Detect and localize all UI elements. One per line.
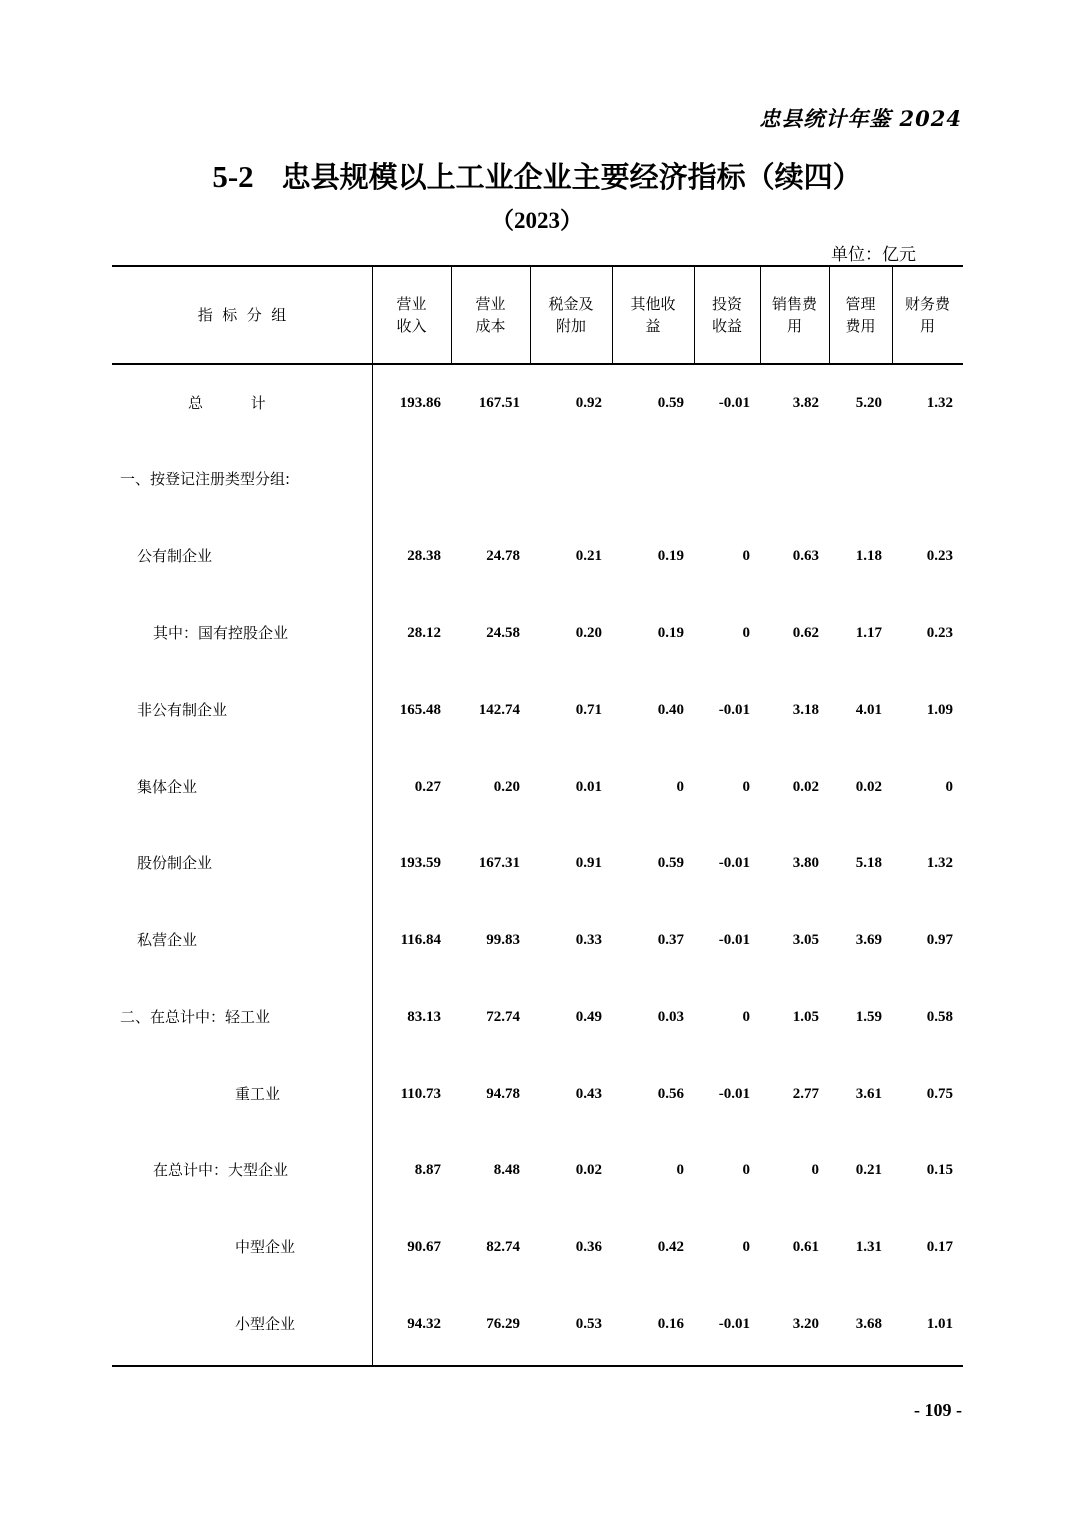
table-header	[112, 267, 963, 365]
table-row	[112, 695, 963, 725]
column-header-line: 附加	[555, 317, 586, 335]
table-cell: 0	[742, 548, 750, 564]
table-cell: 0.97	[926, 932, 953, 948]
table-cell: 165.48	[399, 702, 441, 718]
column-header-line: 税金及	[548, 295, 594, 313]
column-header-line: 其他收	[630, 295, 676, 313]
table-cell: 3.05	[792, 932, 819, 948]
table-row	[112, 618, 963, 648]
table-cell: 110.73	[400, 1086, 441, 1102]
table-cell: 0.53	[575, 1316, 602, 1332]
column-header-line: 营业	[396, 295, 427, 313]
table-cell: 0	[742, 1162, 750, 1178]
running-head: 忠县统计年鉴 2024	[759, 106, 962, 131]
table-cell: 1.05	[792, 1009, 819, 1025]
table-cell: 94.78	[486, 1086, 520, 1102]
table-row	[112, 541, 963, 571]
table-cell: 0.37	[657, 932, 684, 948]
table-cell: 193.86	[399, 395, 441, 411]
column-header-line: 用	[919, 317, 935, 335]
table-cell: 3.82	[792, 395, 819, 411]
table-cell: 0.59	[657, 395, 684, 411]
table-cell: 94.32	[407, 1316, 441, 1332]
column-header	[829, 267, 892, 363]
page-number: - 109 -	[914, 1400, 962, 1420]
table-row	[112, 925, 963, 955]
row-label: 其中：国有控股企业	[153, 624, 289, 642]
table-cell: 142.74	[478, 702, 520, 718]
table-cell: 83.13	[407, 1009, 441, 1025]
table-cell: 0.59	[657, 855, 684, 871]
table-cell: 0.33	[575, 932, 602, 948]
table-cell: 5.18	[855, 855, 882, 871]
table-cell: 0.36	[575, 1239, 602, 1255]
row-label: 小型企业	[235, 1315, 296, 1333]
table-cell: 28.38	[407, 548, 441, 564]
table-cell: 90.67	[407, 1239, 441, 1255]
table-cell: 0.40	[657, 702, 684, 718]
table-cell: 0.01	[575, 779, 602, 795]
table-cell: 0	[742, 779, 750, 795]
table-number: 5-2	[212, 159, 254, 194]
column-header	[612, 267, 694, 363]
table-cell: 3.61	[855, 1086, 882, 1102]
statistics-table	[112, 265, 963, 1367]
table-cell: 8.87	[414, 1162, 441, 1178]
table-cell: -0.01	[718, 395, 750, 411]
table-cell: 0	[742, 1009, 750, 1025]
table-cell: 0	[742, 625, 750, 641]
table-cell: 0.19	[657, 625, 684, 641]
table-row	[112, 848, 963, 878]
row-label: 一、按登记注册类型分组:	[120, 470, 291, 488]
table-cell: 1.18	[855, 548, 882, 564]
row-label: 中型企业	[235, 1238, 296, 1256]
table-cell: -0.01	[718, 855, 750, 871]
table-body	[112, 365, 963, 1365]
table-cell: 0.71	[575, 702, 602, 718]
table-row	[112, 1232, 963, 1262]
column-header-line: 费用	[845, 317, 876, 335]
table-cell: 0.15	[926, 1162, 953, 1178]
table-row	[112, 1002, 963, 1032]
row-label: 集体企业	[137, 778, 198, 796]
table-row	[112, 1309, 963, 1339]
table-title	[0, 155, 1074, 196]
table-cell: 0	[811, 1162, 819, 1178]
table-cell: 0.23	[926, 625, 953, 641]
table-cell: 0	[742, 1239, 750, 1255]
row-label: 重工业	[235, 1085, 281, 1103]
table-cell: 3.69	[855, 932, 882, 948]
table-cell: 0.75	[926, 1086, 953, 1102]
table-cell: 3.80	[792, 855, 819, 871]
row-label: 私营企业	[137, 931, 198, 949]
table-cell: 0.20	[575, 625, 602, 641]
table-cell: -0.01	[718, 932, 750, 948]
table-row	[112, 772, 963, 802]
table-cell: 1.31	[855, 1239, 882, 1255]
column-header	[694, 267, 760, 363]
table-year: （2023）	[491, 208, 583, 233]
table-cell: 0.23	[926, 548, 953, 564]
column-header-line: 用	[786, 317, 802, 335]
table-cell: 1.01	[926, 1316, 953, 1332]
table-cell: 0.43	[575, 1086, 602, 1102]
row-label: 总 计	[188, 394, 266, 412]
table-cell: -0.01	[718, 702, 750, 718]
column-header	[892, 267, 963, 363]
table-cell: 167.31	[478, 855, 520, 871]
table-cell: 3.18	[792, 702, 819, 718]
table-cell: 0.91	[575, 855, 602, 871]
table-row	[112, 388, 963, 418]
table-cell: 0.19	[657, 548, 684, 564]
column-header-line: 收益	[711, 317, 742, 335]
table-cell: 167.51	[478, 395, 520, 411]
unit-label: 单位：亿元	[831, 245, 916, 265]
row-header: 指 标 分 组	[197, 306, 287, 324]
column-header-line: 财务费	[904, 295, 950, 313]
table-cell: 76.29	[486, 1316, 520, 1332]
table-cell: 0.63	[792, 548, 819, 564]
table-cell: -0.01	[718, 1316, 750, 1332]
table-cell: 1.32	[926, 855, 953, 871]
column-header	[372, 267, 451, 363]
column-header-line: 营业	[475, 295, 506, 313]
table-cell: -0.01	[718, 1086, 750, 1102]
table-title-text: 忠县规模以上工业企业主要经济指标（续四）	[281, 160, 862, 194]
table-cell: 0	[676, 1162, 684, 1178]
column-header	[451, 267, 530, 363]
table-cell: 0.92	[575, 395, 602, 411]
table-cell: 116.84	[400, 932, 441, 948]
column-header-line: 投资	[711, 295, 742, 313]
table-cell: 193.59	[399, 855, 441, 871]
column-header	[760, 267, 829, 363]
table-cell: 8.48	[493, 1162, 520, 1178]
table-row	[112, 1155, 963, 1185]
column-header-line: 管理	[845, 295, 876, 313]
row-label: 公有制企业	[137, 547, 213, 565]
table-cell: 0.62	[792, 625, 819, 641]
row-label: 在总计中：大型企业	[153, 1161, 289, 1179]
table-cell: 1.59	[855, 1009, 882, 1025]
column-header-line: 益	[645, 317, 661, 335]
table-cell: 0.17	[926, 1239, 953, 1255]
table-cell: 2.77	[792, 1086, 819, 1102]
table-cell: 0.16	[657, 1316, 684, 1332]
column-header-line: 收入	[396, 317, 427, 335]
table-cell: 5.20	[855, 395, 882, 411]
row-label: 股份制企业	[137, 854, 213, 872]
table-cell: 0.02	[792, 779, 819, 795]
table-cell: 4.01	[855, 702, 882, 718]
table-cell: 28.12	[407, 625, 441, 641]
table-cell: 0.58	[926, 1009, 953, 1025]
table-cell: 0.20	[493, 779, 520, 795]
table-cell: 0.49	[575, 1009, 602, 1025]
table-cell: 24.78	[486, 548, 520, 564]
table-row	[112, 1079, 963, 1109]
table-cell: 1.32	[926, 395, 953, 411]
row-label: 二、在总计中：轻工业	[120, 1008, 271, 1026]
column-header	[530, 267, 612, 363]
table-cell: 0.61	[792, 1239, 819, 1255]
table-cell: 0.21	[575, 548, 602, 564]
table-cell: 1.17	[855, 625, 882, 641]
table-cell: 0.42	[657, 1239, 684, 1255]
column-header-line: 销售费	[771, 295, 817, 313]
table-cell: 0.02	[855, 779, 882, 795]
table-cell: 24.58	[486, 625, 520, 641]
table-cell: 0.56	[657, 1086, 684, 1102]
table-cell: 3.20	[792, 1316, 819, 1332]
table-cell: 0.27	[414, 779, 441, 795]
table-cell: 99.83	[486, 932, 520, 948]
table-cell: 0.03	[657, 1009, 684, 1025]
table-cell: 1.09	[926, 702, 953, 718]
table-row	[112, 464, 963, 494]
column-header-line: 成本	[475, 317, 506, 335]
table-cell: 82.74	[486, 1239, 520, 1255]
table-cell: 3.68	[855, 1316, 882, 1332]
table-cell: 0.21	[855, 1162, 882, 1178]
table-cell: 0.02	[575, 1162, 602, 1178]
table-cell: 0	[945, 779, 953, 795]
table-cell: 72.74	[486, 1009, 520, 1025]
row-label: 非公有制企业	[137, 701, 228, 719]
table-cell: 0	[676, 779, 684, 795]
